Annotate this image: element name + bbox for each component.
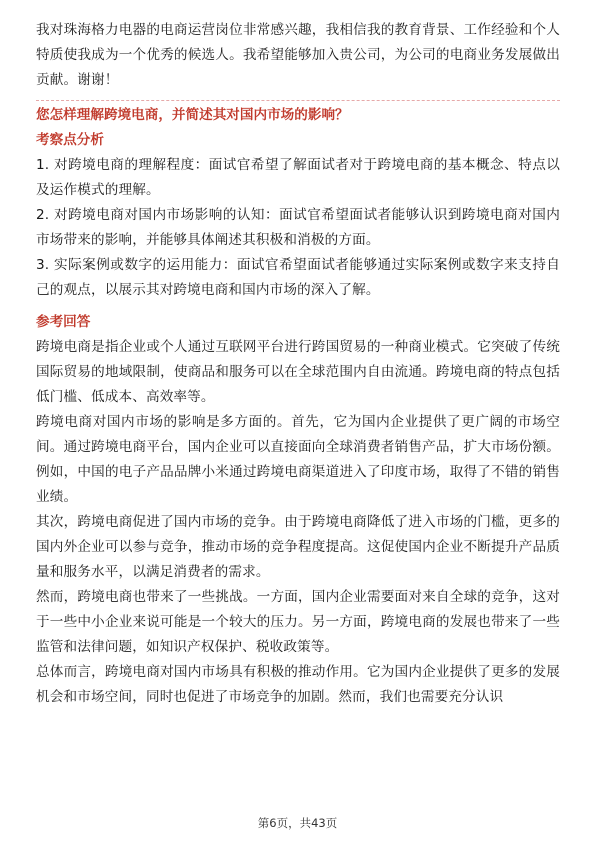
analysis-point: 1. 对跨境电商的理解程度：面试官希望了解面试者对于跨境电商的基本概念、特点以及运作模式的理解。 xyxy=(36,157,560,198)
answer-paragraph: 跨境电商对国内市场的影响是多方面的。首先，它为国内企业提供了更广阔的市场空间。通过跨境电商平台，国内企业可以直接面向全球消费者销售产品，扩大市场份额。例如，中国的电子产品品牌小米通过跨境电商渠道进入了印度市场，取得了不错的销售业绩。 xyxy=(36,414,560,505)
page-content xyxy=(36,18,560,710)
section-divider xyxy=(36,100,560,101)
analysis-point: 3. 实际案例或数字的运用能力：面试官希望面试者能够通过实际案例或数字来支持自己的观点，以展示其对跨境电商和国内市场的深入了解。 xyxy=(36,257,560,298)
analysis-point: 2. 对跨境电商对国内市场影响的认知：面试官希望面试者能够认识到跨境电商对国内市场带来的影响，并能够具体阐述其积极和消极的方面。 xyxy=(36,207,560,248)
answer-paragraph: 跨境电商是指企业或个人通过互联网平台进行跨国贸易的一种商业模式。它突破了传统国际贸易的地域限制，使商品和服务可以在全球范围内自由流通。跨境电商的特点包括低门槛、低成本、高效率等。 xyxy=(36,339,560,405)
page-number: 第6页，共43页 xyxy=(257,816,338,830)
answer-paragraph: 然而，跨境电商也带来了一些挑战。一方面，国内企业需要面对来自全球的竞争，这对于一些中小企业来说可能是一个较大的压力。另一方面，跨境电商的发展也带来了一些监管和法律问题，如知识产权保护、税收政策等。 xyxy=(36,589,560,655)
interview-question: 您怎样理解跨境电商，并简述其对国内市场的影响？ xyxy=(36,107,349,123)
analysis-heading: 考察点分析 xyxy=(36,132,104,148)
answer-heading: 参考回答 xyxy=(36,314,91,330)
intro-paragraph: 我对珠海格力电器的电商运营岗位非常感兴趣，我相信我的教育背景、工作经验和个人特质使我成为一个优秀的候选人。我希望能够加入贵公司，为公司的电商业务发展做出贡献。谢谢！ xyxy=(36,22,560,88)
answer-paragraph: 总体而言，跨境电商对国内市场具有积极的推动作用。它为国内企业提供了更多的发展机会和市场空间，同时也促进了市场竞争的加剧。然而，我们也需要充分认识 xyxy=(36,664,560,705)
answer-paragraph: 其次，跨境电商促进了国内市场的竞争。由于跨境电商降低了进入市场的门槛，更多的国内外企业可以参与竞争，推动市场的竞争程度提高。这促使国内企业不断提升产品质量和服务水平，以满足消费者的需求。 xyxy=(36,514,560,580)
